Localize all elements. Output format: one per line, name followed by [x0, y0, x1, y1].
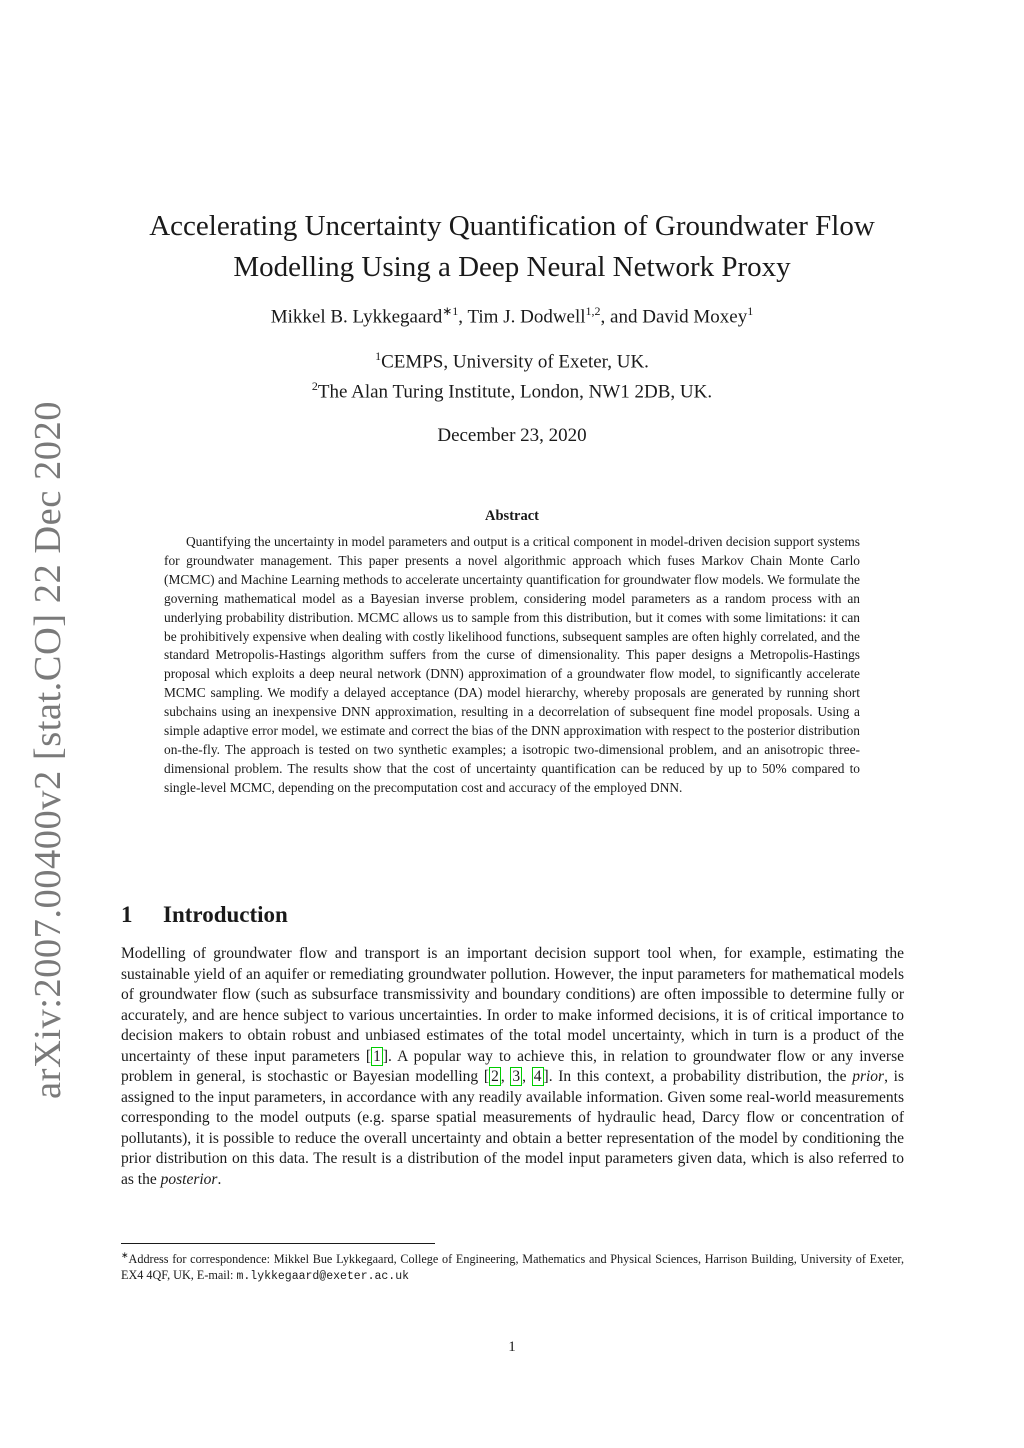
author-name: David Moxey — [642, 306, 748, 328]
affiliation-text: CEMPS, University of Exeter, UK. — [381, 351, 649, 373]
author-separator: , and — [600, 306, 643, 328]
affiliation-mark: 1 — [375, 349, 382, 363]
citation-link-2[interactable]: 2 — [491, 1068, 499, 1085]
footnote — [121, 1247, 904, 1285]
author-name: Mikkel B. Lykkegaard — [270, 306, 443, 328]
emphasis-posterior: posterior — [160, 1170, 218, 1188]
footnote-divider — [121, 1243, 435, 1244]
author-affiliation-mark: ∗1 — [442, 304, 459, 318]
author-list — [100, 304, 924, 328]
abstract-heading: Abstract — [485, 508, 539, 524]
paragraph-text: . — [217, 1170, 222, 1188]
citation-separator: , — [500, 1068, 511, 1085]
affiliation — [100, 344, 924, 374]
affiliation-list — [100, 344, 924, 405]
affiliation-text: The Alan Turing Institute, London, NW1 2DB, UK. — [317, 381, 713, 403]
page-number: 1 — [508, 1339, 516, 1355]
title-line-1: Accelerating Uncertainty Quantification of Groundwater Flow — [149, 210, 875, 242]
footnote-mark: ∗ — [121, 1250, 129, 1260]
author-name: Tim J. Dodwell — [467, 306, 586, 328]
citation-link-4[interactable]: 4 — [533, 1068, 542, 1085]
paragraph-text: . A popular way to achieve this, in relation to groundwater flow or any inverse problem in general, is stochastic or Bayesian modelling — [121, 1047, 904, 1085]
author-affiliation-mark: 1 — [747, 304, 754, 318]
section-title: Introduction — [163, 902, 288, 927]
citation-link-1[interactable]: 1 — [373, 1047, 381, 1065]
affiliation-mark: 2 — [311, 379, 318, 394]
author-affiliation-mark: 1,2 — [585, 304, 601, 318]
emphasis-prior: prior — [852, 1068, 885, 1085]
publication-date: December 23, 2020 — [437, 425, 587, 446]
affiliation — [100, 374, 924, 404]
citation-link-3[interactable]: 3 — [512, 1068, 521, 1085]
email-address: m.lykkegaard@exeter.ac.uk — [236, 1270, 410, 1284]
section-heading — [121, 902, 288, 928]
title-line-2: Modelling Using a Deep Neural Network Proxy — [233, 251, 791, 283]
author-separator: , — [458, 306, 468, 328]
abstract-text: Quantifying the uncertainty in model parameters and output is a critical component in model-driven decision support systems for groundwater management. This paper presents a novel algorithmic approach which fuses Markov Chain Monte Carlo (MCMC) and Machine Learning methods to accelerate uncertainty quantification for groundwater flow models. We formulate the governing mathematical model as a Bayesian inverse problem, considering model parameters as a random process with an underlying probability distribution. MCMC allows us to sample from this distribution, but it comes with some limitations: it can be prohibitively expensive when dealing with costly likelihood functions, subsequent samples are often highly correlated, and the standard Metropolis-Hastings algorithm suffers from the curse of dimensionality. This paper designs a Metropolis-Hastings proposal which exploits a deep neural network (DNN) approximation of a groundwater flow model, to significantly accelerate MCMC sampling. We modify a delayed acceptance (DA) model hierarchy, whereby proposals are generated by running short subchains using an inexpensive DNN approximation, resulting in a decorrelation of subsequent fine model proposals. Using a simple adaptive error model, we estimate and correct the bias of the DNN approximation with respect to the posterior distribution on-the-fly. The approach is tested on two synthetic examples; a isotropic two-dimensional problem, and an anisotropic three-dimensional problem. The results show that the cost of uncertainty quantification can be reduced by up to 50% compared to single-level MCMC, depending on the precomputation cost and accuracy of the employed DNN. — [164, 534, 860, 795]
footnote-text: Address for correspondence: Mikkel Bue Lykkegaard, College of Engineering, Mathematics and Physical Sciences, Harrison Building, University of Exeter, EX4 4QF, UK, E-mail: — [121, 1252, 904, 1283]
section-number: 1 — [121, 902, 133, 927]
paragraph-text: , is assigned to the input parameters, in accordance with any readily available information. Given some real-world measurements corresponding to the model outputs (e.g. sparse spatial measurements of hydraulic head, Darcy flow or concentration of pollutants), it is possible to reduce the overall uncertainty and obtain a better representation of the model by conditioning the prior distribution on this data. The result is a distribution of the model input parameters given data, which is also referred to as the — [121, 1068, 905, 1188]
paper-title — [100, 206, 924, 288]
arxiv-identifier-stamp: arXiv:2007.00400v2 [stat.CO] 22 Dec 2020 — [27, 401, 69, 1099]
paragraph-text: . In this context, a probability distribution, the — [548, 1068, 853, 1085]
paragraph-text: Modelling of groundwater flow and transport is an important decision support tool when, for example, estimating the sustainable yield of an aquifer or remediating groundwater pollution. However, the input parameters for mathematical models of groundwater flow (such as subsurface transmissivity and boundary conditions) are often impossible to determine fully or accurately, and are hence subject to various uncertainties. In order to make informed decisions, it is of critical importance to decision makers to obtain robust and unbiased estimates of the total model uncertainty, which in turn is a product of the uncertainty of these input parameters — [121, 945, 904, 1065]
citation-separator: , — [522, 1068, 532, 1085]
introduction-paragraph: Modelling of groundwater flow and transport is an important decision support tool when, for example, estimating the sustainable yield of an aquifer or remediating groundwater pollution. However, the input parameters for mathematical models of groundwater flow (such as subsurface transmissivity and boundary conditions) are often impossible to determine fully or accurately, and are hence subject to various uncertainties. In order to make informed decisions, it is of critical importance to decision makers to obtain robust and unbiased estimates of the total model uncertainty, which in turn is a product of the uncertainty of these input parameters [ 1 ]. A popular way to achieve this, in relation to groundwater flow or any inverse problem in general, is stochastic or Bayesian modelling [ 2 , 3 , 4 ]. In this context, a probability distribution, the prior, is assigned to the input parameters, in accordance with any readily available information. Given some real-world measurements corresponding to the model outputs (e.g. sparse spatial measurements of hydraulic head, Darcy flow or concentration of pollutants), it is possible to reduce the overall uncertainty and obtain a better representation of the model by conditioning the prior distribution on this data. The result is a distribution of the model input parameters given data, which is also referred to as the posterior. — [121, 945, 905, 1188]
